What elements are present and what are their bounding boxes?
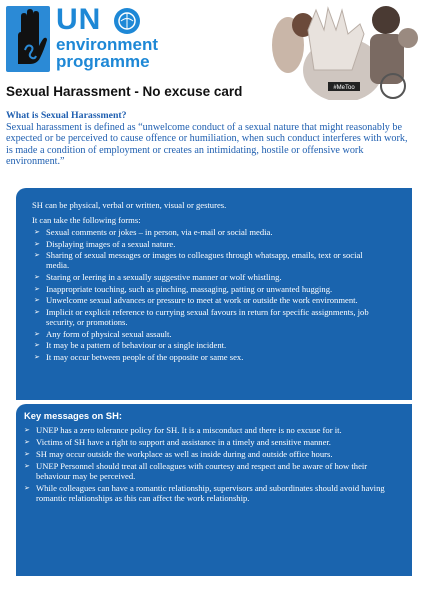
arrow-bullet-icon: ➢: [34, 273, 40, 282]
raised-hand-logo-icon: [6, 6, 50, 72]
forms-list: [34, 228, 374, 365]
list-item: ➢ While colleagues can have a romantic relationship, supervisors and subordinates should avoid having romantic relationships as this can affect the work relationship.: [24, 483, 385, 504]
list-item: ➢ Inappropriate touching, such as pinching, massaging, patting or unwanted hugging.: [34, 283, 333, 294]
arrow-bullet-icon: ➢: [34, 228, 40, 236]
arrow-bullet-icon: ➢: [24, 484, 30, 493]
unep-logo-text: [56, 4, 158, 70]
arrow-bullet-icon: ➢: [34, 239, 40, 248]
what-is-heading: What is Sexual Harassment?: [6, 110, 127, 121]
list-item: ➢ UNEP has a zero tolerance policy for SH. It is a misconduct and there is no excuse for it.: [24, 425, 342, 435]
what-is-definition: Sexual harassment is defined as “unwelcome conduct of a sexual nature that might reasonably be expected or be perceived to cause offence or humiliation, when such conduct interferes with work, is made a condition of employment or creates an intimidating, hostile or offensive work environment.”: [6, 122, 408, 168]
logo-un: UN: [56, 3, 102, 36]
arrow-bullet-icon: ➢: [24, 450, 30, 459]
logo-line-2: programme: [56, 52, 150, 71]
header: [0, 0, 424, 91]
key-messages-panel: [16, 404, 412, 576]
arrow-bullet-icon: ➢: [34, 251, 40, 260]
arrow-bullet-icon: ➢: [34, 353, 40, 362]
key-messages-list: [24, 426, 402, 506]
arrow-bullet-icon: ➢: [34, 296, 40, 305]
forms-intro: SH can be physical, verbal or written, visual or gestures.: [32, 200, 227, 210]
list-item: ➢ Staring or leering in a sexually suggestive manner or wolf whistling.: [34, 272, 282, 283]
arrow-bullet-icon: ➢: [24, 426, 30, 434]
arrow-bullet-icon: ➢: [34, 308, 40, 317]
raised-hand-photo: [268, 0, 424, 100]
un-emblem-icon: [114, 8, 140, 34]
arrow-bullet-icon: ➢: [34, 284, 40, 293]
arrow-bullet-icon: ➢: [24, 462, 30, 471]
arrow-bullet-icon: ➢: [24, 438, 30, 447]
forms-panel: [16, 188, 412, 400]
list-item: ➢ Sexual comments or jokes – in person, via e-mail or social media.: [34, 227, 273, 237]
metoo-sign: #MeToo: [333, 85, 355, 91]
arrow-bullet-icon: ➢: [34, 329, 40, 338]
forms-intro-2: It can take the following forms:: [32, 215, 141, 225]
list-item: ➢ It may be a pattern of behaviour or a single incident.: [34, 340, 227, 351]
list-item: ➢ Unwelcome sexual advances or pressure to meet at work or outside the work environment.: [34, 295, 358, 306]
page-title: Sexual Harassment - No excuse card: [6, 84, 243, 99]
arrow-bullet-icon: ➢: [34, 341, 40, 350]
list-item: ➢ Victims of SH have a right to support and assistance in a timely and sensitive manner.: [24, 437, 331, 448]
list-item: ➢ SH may occur outside the workplace as well as inside during and outside office hours.: [24, 449, 333, 460]
list-item: ➢ Sharing of sexual messages or images to colleagues through whatsapp, emails, text or social media.: [34, 250, 363, 271]
key-messages-heading: Key messages on SH:: [24, 410, 122, 421]
list-item: ➢ It may occur between people of the opposite or same sex.: [34, 352, 244, 363]
logo-line-1: environment: [56, 35, 159, 54]
list-item: ➢ Implicit or explicit reference to currying sexual favours in return for specific assignments, job security, or promotions.: [34, 307, 369, 328]
list-item: ➢ Displaying images of a sexual nature.: [34, 238, 176, 249]
list-item: ➢ Any form of physical sexual assault.: [34, 328, 172, 339]
list-item: ➢ UNEP Personnel should treat all colleagues with courtesy and respect and be aware of how their behaviour may be perceived.: [24, 461, 368, 482]
